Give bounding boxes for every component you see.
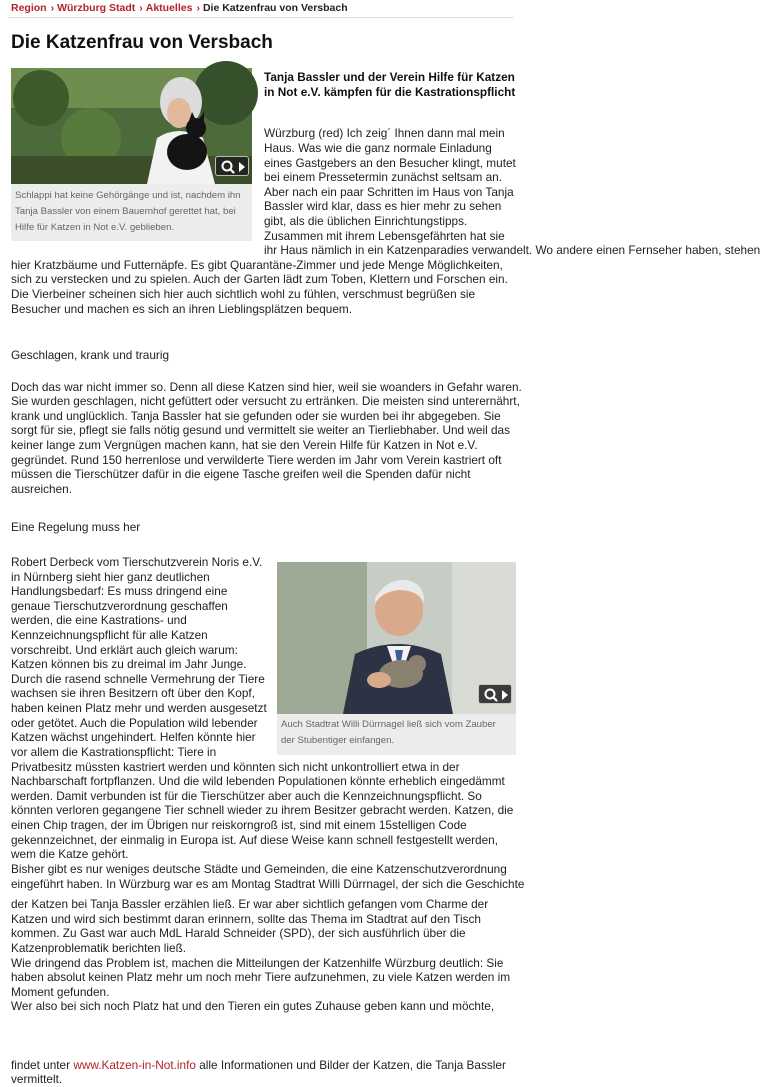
breadcrumb: [11, 2, 348, 15]
closing-text: alle Informationen und Bilder der Katzen, die Tanja Bassler: [195, 1058, 506, 1072]
article-body-line: Besucher und machen es sich an ihren Lieblingsplätzen bequem.: [11, 302, 353, 316]
magnifier-icon: [216, 157, 250, 177]
article-body-line: Nachbarschaft fortpflanzen. Und die wild lebenden Populationen könnte erheblich eingedämmt: [11, 774, 505, 788]
article-body-line: genaue Tierschutzverordnung geschaffen: [11, 599, 228, 613]
article-body-line: der Katzen bei Tanja Bassler erzählen ließ. Er war aber sichtlich gefangen vom Charme der: [11, 897, 489, 911]
article-body-line: Moment gefunden.: [11, 985, 110, 999]
article-body-line: Robert Derbeck vom Tierschutzverein Noris e.V.: [11, 555, 263, 569]
article-body-line: Die Vierbeiner scheinen sich hier auch sichtlich wohl zu fühlen, verschmust begrüßen sie: [11, 287, 476, 301]
article-body-line: könnten verloren gegangene Tier schnell wieder zu ihrem Besitzer gebracht werden. Katzen, die: [11, 803, 514, 817]
article-body-line: wem die Katze gehört.: [11, 847, 129, 861]
article-body-line: Katzen und wird sich bestimmt daran erinnern, sollte das Thema im Stadtrat auf den Tisch: [11, 912, 481, 926]
zoom-button[interactable]: [215, 156, 249, 176]
article-body-line: gekennzeichnet, der einmalig in Europa ist. Auf diese Weise kann schnell festgestellt werden,: [11, 833, 499, 847]
article-body-line: haben absolut keinen Platz mehr um noch mehr Tiere aufzunehmen, zu viele Katzen werden im: [11, 970, 511, 984]
article-body-line: Bassler wird klar, dass es hier mehr zu sehen: [264, 199, 502, 213]
article-closing-last: vermittelt.: [11, 1072, 63, 1086]
magnifier-icon: [479, 685, 513, 705]
article-figure-2: [277, 562, 516, 755]
article-body-line: Handlungsbedarf: Es muss dringend eine: [11, 584, 228, 598]
article-body-line: werden, die eine Kastrations- und: [11, 613, 187, 627]
article-body-line: gegründet. Rund 150 herrenlose und verwilderte Tiere werden im Jahr vom Verein kastriert oft: [11, 453, 502, 467]
article-body-line: vor allem die Kastrationspflicht: Tiere in: [11, 745, 217, 759]
article-body-line: oder getötet. Auch die Population wild lebender: [11, 716, 258, 730]
article-body-line: Würzburg (red) Ich zeig´ Ihnen dann mal mein: [264, 126, 505, 140]
article-body-line: gibt, als die üblichen Einrichtungstipps.: [264, 214, 468, 228]
article-body-line: müssen die Tierschützer dafür in die eigene Tasche greifen weil die Spenden dafür nicht: [11, 467, 471, 481]
article-body-line: in Nürnberg sieht hier ganz deutlichen: [11, 570, 210, 584]
breadcrumb-wuerzburg-stadt[interactable]: Würzburg Stadt: [57, 2, 136, 14]
closing-text: findet unter: [11, 1058, 74, 1072]
article-body-line: vorschreibt. Und erklärt auch gleich warum:: [11, 643, 238, 657]
breadcrumb-current: Die Katzenfrau von Versbach: [202, 2, 348, 14]
article-body-line: Katzen können bis zu dreimal im Jahr Junge.: [11, 657, 247, 671]
article-body-line: Geschlagen, krank und traurig: [11, 348, 170, 362]
article-body-line: Bisher gibt es nur weniges deutsche Städte und Gemeinden, die eine Katzenschutzverordnung: [11, 862, 507, 876]
article-body-line: haben keinen Platz mehr und werden ausgesetzt: [11, 701, 267, 715]
article-body-line: Sie wurden geschlagen, nicht gefüttert oder versucht zu ertränken. Die meisten sind unterernährt,: [11, 394, 520, 408]
breadcrumb-region[interactable]: Region: [11, 2, 47, 14]
article-body-line: Aber nach ein paar Schritten im Haus von Tanja: [264, 185, 514, 199]
article-body-line: ausreichen.: [11, 482, 72, 496]
breadcrumb-separator: ›: [50, 2, 55, 14]
article-body-line: werden. Damit verbunden ist für die Tierschützer aber auch die Kennzeichnungspflicht. So: [11, 789, 482, 803]
breadcrumb-divider: [8, 17, 514, 18]
article-body-line: Wer also bei sich noch Platz hat und den Tieren ein gutes Zuhause geben kann und möchte,: [11, 999, 495, 1013]
article-lead: Tanja Bassler und der Verein Hilfe für Katzen in Not e.V. kämpfen für die Kastrationspflicht: [264, 70, 516, 99]
article-body-line: Kennzeichnungspflicht für alle Katzen: [11, 628, 208, 642]
article-figure-1: [11, 68, 252, 241]
page-title: Die Katzenfrau von Versbach: [11, 32, 273, 53]
breadcrumb-separator: ›: [196, 2, 200, 14]
katzen-in-not-link[interactable]: www.Katzen-in-Not.info: [73, 1058, 196, 1072]
article-body-line: Wie dringend das Problem ist, machen die Mitteilungen der Katzenhilfe Würzburg deutlich: Sie: [11, 956, 504, 970]
article-body-line: ihr Haus nämlich in ein Katzenparadies verwandelt. Wo andere einen Fernseher haben, stehen: [264, 243, 760, 257]
article-body-line: Katzenproblematik berichten ließ.: [11, 941, 187, 955]
article-body-line: wachsen sie ihren Besitzern oft über den Kopf,: [11, 686, 255, 700]
article-body-line: Doch das war nicht immer so. Denn all diese Katzen sind hier, weil sie woanders in Gefahr waren.: [11, 380, 522, 394]
article-body-line: keiner lange zum Vergnügen machen kann, hat sie den Verein Hilfe für Katzen in Not e.V.: [11, 438, 478, 452]
article-body-line: Haus. Was wie die ganz normale Einladung: [264, 141, 492, 155]
figure-caption: Schlappi hat keine Gehörgänge und ist, nachdem ihn Tanja Bassler von einem Bauernhof gerettet hat, bei Hilfe für Katzen in Not e.V. geblieben.: [15, 190, 241, 233]
article-body-line: eines Gastgebers an den Besucher klingt, mutet: [264, 156, 516, 170]
article-body-line: eingeführt haben. In Würzburg war es am Montag Stadtrat Willi Dürrnagel, der sich die Geschichte: [11, 877, 525, 891]
article-body-line: Eine Regelung muss her: [11, 520, 141, 534]
article-body-line: Zusammen mit ihrem Lebensgefährten hat sie: [264, 229, 505, 243]
figure-caption: Auch Stadtrat Willi Dürrnagel ließ sich vom Zauber der Stubentiger einfangen.: [281, 719, 496, 746]
article-body-line: krank und unglücklich. Tanja Bassler hat sie gefunden oder sie wurden bei ihr abgegeben. Sie: [11, 409, 501, 423]
breadcrumb-aktuelles[interactable]: Aktuelles: [145, 2, 193, 14]
article-body-line: Privatbesitz müssten kastriert werden und könnten sich nicht unkontrolliert etwa in der: [11, 760, 460, 774]
article-body-line: Durch die rasend schnelle Vermehrung der Tiere: [11, 672, 265, 686]
article-body-line: sich zu verstecken und zu spielen. Auch der Garten lädt zum Toben, Klettern und Forschen ein.: [11, 272, 508, 286]
zoom-button[interactable]: [478, 684, 512, 704]
article-body-line: bei einem Pressetermin zunächst seltsam an.: [264, 170, 503, 184]
breadcrumb-separator: ›: [139, 2, 143, 14]
article-body-line: hier Kratzbäume und Futternäpfe. Es gibt Quarantäne-Zimmer und jede Menge Möglichkeiten,: [11, 258, 503, 272]
article-body-line: sorgt für sie, pflegt sie falls nötig gesund und vermittelt sie weiter an Tierliebhaber. Und weil das: [11, 423, 511, 437]
article-body-line: Katzen wächst ungehindert. Helfen könnte hier: [11, 730, 256, 744]
article-body-line: kommen. Zu Gast war auch MdL Harald Schneider (SPD), der sich ausführlich über die: [11, 926, 466, 940]
article-closing-line: [11, 1058, 506, 1073]
article-body-line: einen Chip tragen, der im Übrigen nur reiskorngroß ist, sind mit einem 15stelligen Code: [11, 818, 467, 832]
